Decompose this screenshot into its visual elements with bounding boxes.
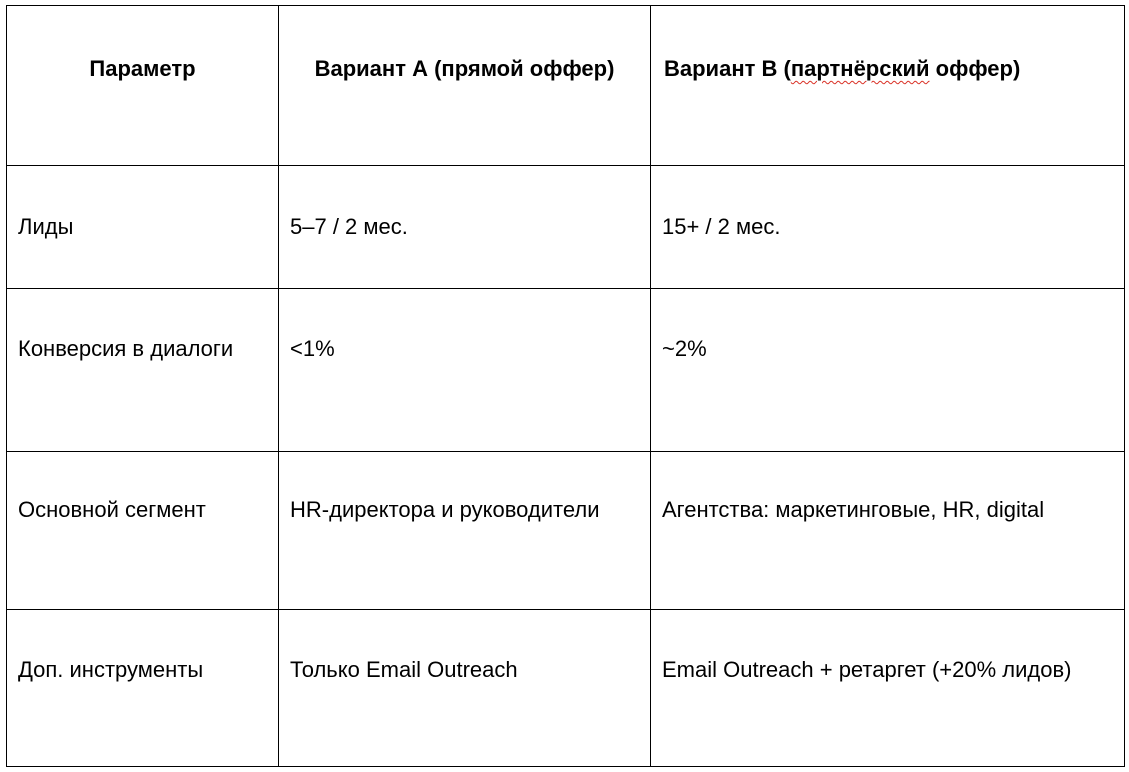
spellcheck-underlined-word[interactable]: партнёрский	[790, 56, 930, 81]
cell-param[interactable]: Конверсия в диалоги	[7, 289, 279, 452]
cell-variant-a[interactable]: HR-директора и руководители	[279, 452, 651, 610]
cell-variant-a[interactable]: <1%	[279, 289, 651, 452]
header-variant-a-text: Вариант А (прямой оффер)	[314, 56, 615, 81]
cell-variant-b[interactable]: 15+ / 2 мес.	[651, 166, 1125, 289]
header-cell-variant-b[interactable]	[651, 6, 1125, 166]
cell-variant-a[interactable]: 5–7 / 2 мес.	[279, 166, 651, 289]
header-cell-variant-a[interactable]	[279, 6, 651, 166]
cell-variant-b[interactable]: Агентства: маркетинговые, HR, digital	[651, 452, 1125, 610]
cell-variant-b[interactable]: ~2%	[651, 289, 1125, 452]
cell-param[interactable]: Доп. инструменты	[7, 610, 279, 767]
header-cell-param[interactable]	[7, 6, 279, 166]
comparison-table	[6, 5, 1125, 767]
header-variant-b-prefix: Вариант В (	[664, 56, 791, 81]
header-param-text: Параметр	[89, 56, 196, 81]
table-row	[7, 610, 1125, 767]
cell-variant-a[interactable]: Только Email Outreach	[279, 610, 651, 767]
table-row	[7, 289, 1125, 452]
cell-variant-b[interactable]: Email Outreach + ретаргет (+20% лидов)	[651, 610, 1125, 767]
header-variant-b-suffix: оффер)	[929, 56, 1021, 81]
table-row	[7, 452, 1125, 610]
table-row	[7, 166, 1125, 289]
cell-param[interactable]: Лиды	[7, 166, 279, 289]
cell-param[interactable]: Основной сегмент	[7, 452, 279, 610]
table-header-row	[7, 6, 1125, 166]
